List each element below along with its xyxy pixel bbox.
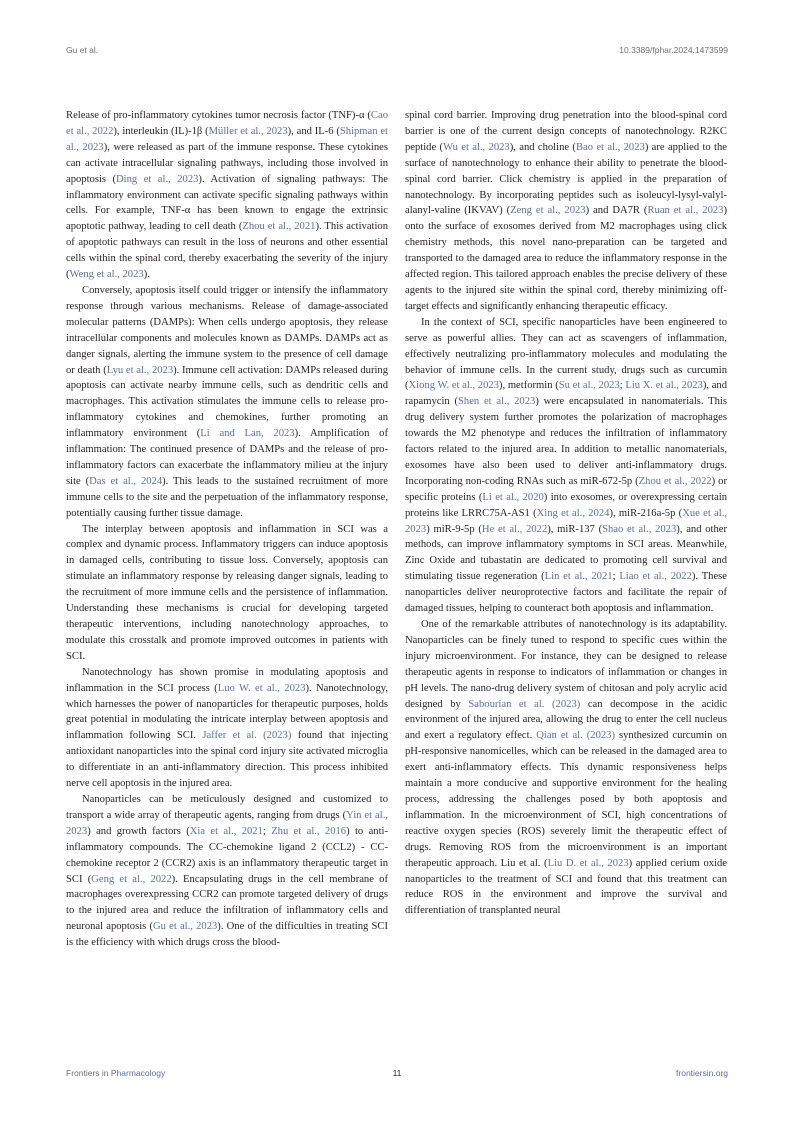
citation-link[interactable]: Zhou et al., 2022	[638, 475, 712, 487]
paragraph-text: can decompose in the acidic environment of the injured area, allowing the drug to enter the cell nucleus and exert a regulatory effect.	[405, 698, 727, 742]
paragraph-text: ), were released as part of the immune response. These cytokines can activate intracellular signaling pathways, including those involved in apoptosis (	[66, 141, 388, 185]
paragraph-text: ). This activation of apoptotic pathways can result in the loss of neurons and other essential cells within the spinal cord, thereby exacerbating the severity of the injury (	[66, 221, 389, 281]
citation-link[interactable]: Jaffer et al. (2023)	[202, 730, 292, 742]
paragraph-text: ;	[262, 825, 272, 837]
paragraph-text: ). Activation of signaling pathways: The inflammatory environment can activate specific signaling pathways within cells. For example, TNF-α has been known to engage the extrinsic apoptotic pathway, leading to cell death (	[66, 173, 388, 233]
citation-link[interactable]: Zhu et al., 2016	[271, 825, 347, 837]
citation-link[interactable]: Bao et al., 2023	[575, 141, 645, 153]
footer-site-link[interactable]: frontiersin.org	[676, 1068, 728, 1078]
citation-link[interactable]: Shen et al., 2023	[458, 396, 536, 408]
paragraph	[66, 665, 388, 792]
citation-link[interactable]: Xia et al., 2021	[189, 825, 263, 837]
citation-link[interactable]: Shao et al., 2023	[602, 523, 677, 535]
citation-link[interactable]: Ding et al., 2023	[116, 173, 199, 185]
paragraph-text: ). These nanoparticles deliver neuroprotective factors and facilitate the repair of damaged tissues, helping to counteract both apoptosis and inflammation.	[405, 571, 727, 615]
paragraph-text: In the context of SCI, specific nanoparticles have been engineered to serve as powerful allies. They can act as scavengers of inflammation, effectively neutralizing pro-inflammatory molecules and modulating the behavior of immune cells. In the current study, drugs such as curcumin (	[405, 316, 727, 392]
paragraph	[405, 617, 727, 919]
citation-link[interactable]: Weng et al., 2023	[69, 269, 144, 281]
citation-link[interactable]: Yin et al., 2023	[66, 809, 388, 837]
paragraph-text: ) or specific proteins (	[405, 475, 727, 503]
paragraph-text: ), and IL-6 (	[287, 125, 340, 137]
paragraph-text: ) miR-9-5p (	[426, 523, 482, 535]
paragraph-text: ) were encapsulated in nanomaterials. This drug delivery system further promotes the polarization of macrophages towards the M2 phenotype and reduces the infiltration of inflammatory factors related to the injured area. In addition to metallic nanomaterials, exosomes have also been used to deliver anti-inflammatory drugs. Incorporating non-coding RNAs such as miR-672-5p (	[405, 396, 727, 487]
citation-link[interactable]: Lin et al., 2021	[544, 571, 613, 583]
paragraph-text: ). Amplification of inflammation: The continued presence of DAMPs and the release of pro-inflammatory factors can exacerbate the inflammatory milieu at the injury site (	[66, 428, 388, 487]
citation-link[interactable]: Gu et al., 2023	[153, 921, 218, 933]
citation-link[interactable]: Geng et al., 2022	[91, 873, 172, 885]
footer-journal-name: Pharmacology	[110, 1068, 166, 1078]
footer-journal-prefix: Frontiers in	[66, 1068, 111, 1078]
paragraph-text: ). Immune cell activation: DAMPs released during apoptosis can activate nearby immune cells, such as dendritic cells and macrophages. This activation stimulates the immune cells to release pro-inflammatory cytokines and chemokines, further promoting an inflammatory environment (	[66, 364, 389, 440]
citation-link[interactable]: Sabourian et al. (2023)	[468, 698, 581, 710]
right-text-column	[405, 108, 727, 919]
paragraph-text: ), and other methods, can improve inflammatory symptoms in SCI areas. Meanwhile, Zinc Oxide and tubastatin are dedicated to promoting cell survival and stimulating tissue regeneration (	[405, 523, 727, 583]
paragraph-text: spinal cord barrier. Improving drug penetration into the blood-spinal cord barrier is one of the current design concepts of nanotechnology. R2KC peptide (	[405, 110, 727, 153]
paragraph-text: ), miR-216a-5p (	[609, 507, 683, 519]
citation-link[interactable]: Xue et al., 2023	[405, 507, 727, 535]
paragraph-text: ). Encapsulating drugs in the cell membrane of macrophages overexpressing CCR2 can promote targeted delivery of drugs to the injured area and reduce the infiltration of inflammatory cells and neuronal apoptosis (	[66, 873, 388, 933]
citation-link[interactable]: Shipman et al., 2023	[66, 125, 388, 153]
paragraph-text: The interplay between apoptosis and inflammation in SCI was a complex and dynamic process. Inflammatory triggers can induce apoptosis in damaged cells, contributing to tissue loss. Conversely, apoptosis can stimulate an inflammatory response by releasing danger signals, leading to the recruitment of more immune cells and the persistence of inflammation. Understanding these mechanisms is crucial for developing targeted therapeutic interventions, including nanotechnology approaches, to modulate this crosstalk and promote improved outcomes in patients with SCI.	[66, 523, 388, 662]
paragraph-text: Nanoparticles can be meticulously designed and customized to transport a wide array of therapeutic agents, ranging from drugs (	[66, 793, 388, 821]
paragraph-text: One of the remarkable attributes of nanotechnology is its adaptability. Nanoparticles can be finely tuned to respond to specific cues within the injury microenvironment. For instance, they can be designed to release therapeutic agents in response to indicators of inflammation or changes in pH levels. The nano-drug delivery system of chitosan and poly acrylic acid designed by	[405, 619, 727, 710]
citation-link[interactable]: Xing et al., 2024	[536, 507, 610, 519]
paragraph-text: ) and DA7R (	[585, 205, 648, 217]
running-head-authors: Gu et al.	[66, 45, 99, 55]
paragraph-text: ) onto the surface of exosomes derived from M2 macrophages using click chemistry methods, this novel nano-preparation can be targeted and transported to the damaged area to reduce the inflammatory response in the affected region. This tailored approach enables the precise delivery of these agents to the injured site within the spinal cord, thereby minimizing off-target effects and significantly enhancing therapeutic efficacy.	[405, 205, 727, 312]
citation-link[interactable]: Lyu et al., 2023	[106, 364, 174, 376]
paragraph-text: ;	[612, 571, 620, 583]
paragraph-text: ). This leads to the sustained recruitment of more immune cells to the site and the perpetuation of the inflammatory response, potentially causing further tissue damage.	[66, 475, 389, 519]
citation-link[interactable]: Luo W. et al., 2023	[217, 682, 306, 694]
paragraph	[66, 522, 388, 665]
paragraph-text: Nanotechnology has shown promise in modulating apoptosis and inflammation in the SCI process (	[66, 666, 388, 694]
paragraph-text: ), metformin (	[498, 380, 559, 392]
paragraph	[405, 108, 727, 315]
paragraph-text: ). One of the difficulties in treating SCI is the efficiency with which drugs cross the blood-	[66, 921, 388, 949]
citation-link[interactable]: Liu X. et al., 2023	[625, 380, 703, 392]
paragraph	[405, 315, 727, 617]
paragraph-text: synthesized curcumin on pH-responsive nanomicelles, which can be released in the damaged area to exert anti-inflammatory effects. This dynamic responsiveness helps maintain a more conducive and supportive environment for the healing process, addressing the challenges posed by both apoptosis and inflammation. In the microenvironment of SCI, high concentrations of reactive oxygen species (ROS) severely limit the therapeutic effect of drugs. Removing ROS from the microenvironment is an important therapeutic approach. Liu et al. (	[405, 730, 727, 869]
citation-link[interactable]: Zeng et al., 2023	[510, 205, 586, 217]
paragraph-text: Conversely, apoptosis itself could trigger or intensify the inflammatory response through various mechanisms. Release of damage-associated molecular patterns (DAMPs): When cells undergo apoptosis, they release intracellular components and molecules known as DAMPs. DAMPs act as danger signals, alerting the immune system to the presence of cell damage or death (	[66, 284, 388, 376]
running-head-doi: 10.3389/fphar.2024.1473599	[619, 45, 728, 55]
paragraph-text: ), and rapamycin (	[405, 380, 727, 408]
citation-link[interactable]: Wu et al., 2023	[443, 141, 510, 153]
paragraph-text: ), interleukin (IL)-1β (	[113, 125, 209, 137]
paragraph-text: ) and growth factors (	[87, 825, 190, 837]
citation-link[interactable]: He et al., 2022	[481, 523, 548, 535]
citation-link[interactable]: Su et al., 2023	[558, 380, 620, 392]
citation-link[interactable]: Li et al., 2020	[482, 491, 544, 503]
paragraph	[66, 792, 388, 951]
page-number: 11	[392, 1068, 402, 1078]
citation-link[interactable]: Liao et al., 2022	[619, 571, 692, 583]
paragraph-text: ).	[143, 269, 150, 281]
citation-link[interactable]: Müller et al., 2023	[208, 125, 288, 137]
paragraph-text: ;	[619, 380, 626, 392]
citation-link[interactable]: Li and Lan, 2023	[200, 428, 295, 440]
citation-link[interactable]: Liu D. et al., 2023	[547, 857, 629, 869]
citation-link[interactable]: Das et al., 2024	[89, 475, 163, 487]
paragraph	[66, 283, 388, 522]
citation-link[interactable]: Qian et al. (2023)	[536, 730, 615, 742]
citation-link[interactable]: Cao et al., 2022	[66, 110, 388, 137]
citation-link[interactable]: Zhou et al., 2021	[242, 221, 316, 233]
citation-link[interactable]: Ruan et al., 2023	[647, 205, 724, 217]
paragraph-text: ), miR-137 (	[547, 523, 603, 535]
paragraph-text: ) into exosomes, or overexpressing certain proteins like LRRC75A-AS1 (	[405, 491, 727, 519]
paragraph-text: ) to anti-inflammatory compounds. The CC-chemokine ligand 2 (CCL2) - CC-chemokine receptor 2 (CCR2) axis is an inflammatory therapeutic target in SCI (	[66, 825, 388, 885]
paragraph-text: ) are applied to the surface of nanotechnology to enhance their ability to penetrate the blood-spinal cord barrier. Click chemistry is applied in the preparation of nanotechnology. By incorporating peptides such as isoleucyl-lysyl-valyl-alanyl-valine (IKVAV) (	[405, 141, 727, 217]
paragraph-text: ). Nanotechnology, which harnesses the power of nanoparticles for therapeutic purposes, holds great potential in modulating the intricate interplay between apoptosis and inflammation following SCI.	[66, 682, 388, 742]
paragraph-text: ), and choline (	[509, 141, 576, 153]
paragraph-text: Release of pro-inflammatory cytokines tumor necrosis factor (TNF)-α (	[66, 110, 371, 121]
paragraph	[66, 108, 388, 283]
citation-link[interactable]: Xiong W. et al., 2023	[408, 380, 499, 392]
paragraph-text: found that injecting antioxidant nanoparticles into the spinal cord injury site activated microglia to differentiate in an anti-inflammatory direction. This process inhibited nerve cell apoptosis in the injured area.	[66, 730, 388, 790]
paragraph-text: ) applied cerium oxide nanoparticles to the treatment of SCI and found that this treatment can reduce ROS in the environment and improve the survival and differentiation of transplanted neural	[405, 857, 727, 917]
left-text-column	[66, 108, 388, 951]
